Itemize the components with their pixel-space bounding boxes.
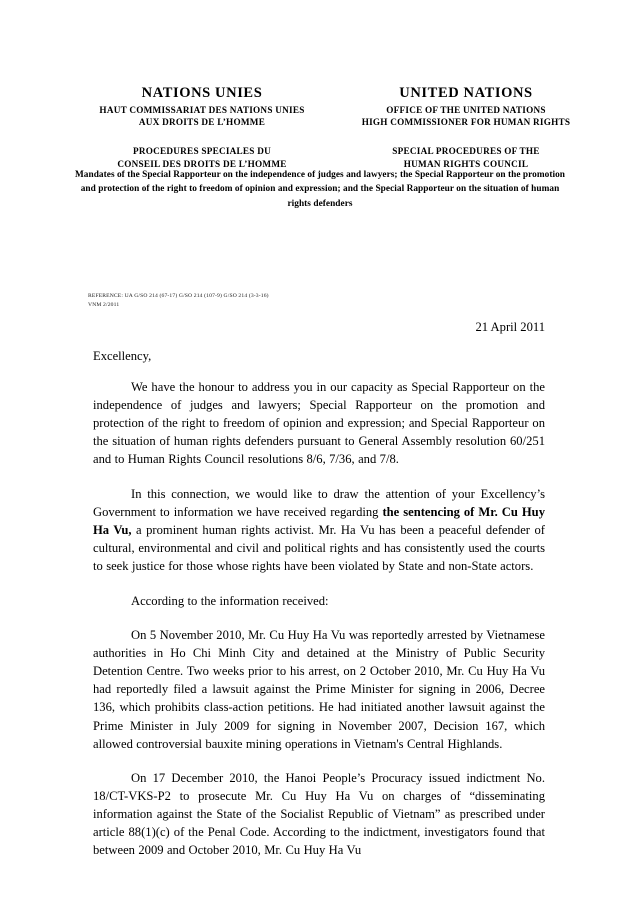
body-paragraph-2-emphasis: the sentencing of Mr. Cu Huy Ha Vu, [93,504,545,537]
body-paragraph-2-lead: In this connection, we would like to draw the attention of your Excellency’s Government to information we have received regarding [93,486,545,519]
letterhead-french-subtitle-line1: HAUT COMMISSARIAT DES NATIONS UNIES [99,105,305,116]
letterhead-french-subtitle [62,104,342,128]
letter-date: 21 April 2011 [475,320,545,334]
reference-line-2: VNM 2/2011 [88,301,120,308]
letterhead-french-procedures-line1: PROCEDURES SPECIALES DU [133,146,271,157]
body-paragraph-5: On 17 December 2010, the Hanoi People’s Procuracy issued indictment No. 18/CT-VKS-P2 to prosecute Mr. Cu Huy Ha Vu on charges of “disseminating information against the State of the Socialist Republic of Vietnam” as prescribed under article 88(1)(c) of the Penal Code. According to the indictment, investigators found that between 2009 and October 2010, Mr. Cu Huy Ha Vu [93,771,545,858]
letterhead-english-procedures-line2: HUMAN RIGHTS COUNCIL [403,158,529,169]
letterhead-english-subtitle [342,104,590,128]
mandates-statement: Mandates of the Special Rapporteur on the independence of judges and lawyers; the Special Rapporteur on the promotion and protection of the right to freedom of opinion and expression; and the Special Rapporteur on the situation of human rights defenders [74,170,566,209]
letterhead-english-subtitle-line2: HIGH COMMISSIONER FOR HUMAN RIGHTS [361,117,571,128]
reference-block [88,292,269,309]
body-paragraph-3: According to the information received: [131,593,329,608]
letter-body [93,378,545,876]
body-paragraph-2-tail: a prominent human rights activist. Mr. Ha Vu has been a peaceful defender of cultural, environmental and civil and political rights and has consistently used the courts to seek justice for those whose rights have been violated by State and non-State actors. [93,522,545,574]
body-paragraph-1: We have the honour to address you in our capacity as Special Rapporteur on the independence of judges and lawyers; Special Rapporteur on the promotion and protection of the right to freedom of opinion and expression; and Special Rapporteur on the situation of human rights defenders pursuant to General Assembly resolution 60/251 and to Human Rights Council resolutions 8/6, 7/36, and 7/8. [93,380,545,467]
body-paragraph-4: On 5 November 2010, Mr. Cu Huy Ha Vu was reportedly arrested by Vietnamese authorities in Ho Chi Minh City and detained at the Ministry of Public Security Detention Centre. Two weeks prior to his arrest, on 2 October 2010, Mr. Cu Huy Ha Vu had reportedly filed a lawsuit against the Prime Minister for signing in 2006, Decree 136, which prohibits class-action petitions. He had initiated another lawsuit against the Prime Minister in July 2009 for signing in November 2007, Decision 167, which allowed controversial bauxite mining operations in Vietnam's Central Highlands. [93,628,545,751]
letterhead-french-procedures [62,145,342,169]
letterhead-english-title: UNITED NATIONS [399,85,533,101]
letterhead-french-procedures-line2: CONSEIL DES DROITS DE L’HOMME [117,158,287,169]
letterhead [62,84,588,170]
letterhead-french-subtitle-line2: AUX DROITS DE L’HOMME [138,117,266,128]
salutation: Excellency, [93,349,152,363]
letterhead-english-procedures [342,145,590,169]
letterhead-french-title: NATIONS UNIES [141,85,263,101]
reference-line-1: REFERENCE: UA G/SO 214 (67-17) G/SO 214 (107-9) G/SO 214 (3-3-16) [88,293,269,299]
letterhead-english-subtitle-line1: OFFICE OF THE UNITED NATIONS [386,105,546,116]
letterhead-english-column [342,84,590,170]
letterhead-english-procedures-line1: SPECIAL PROCEDURES OF THE [392,146,540,157]
letterhead-french-column [62,84,342,170]
body-paragraph-2 [93,485,545,575]
